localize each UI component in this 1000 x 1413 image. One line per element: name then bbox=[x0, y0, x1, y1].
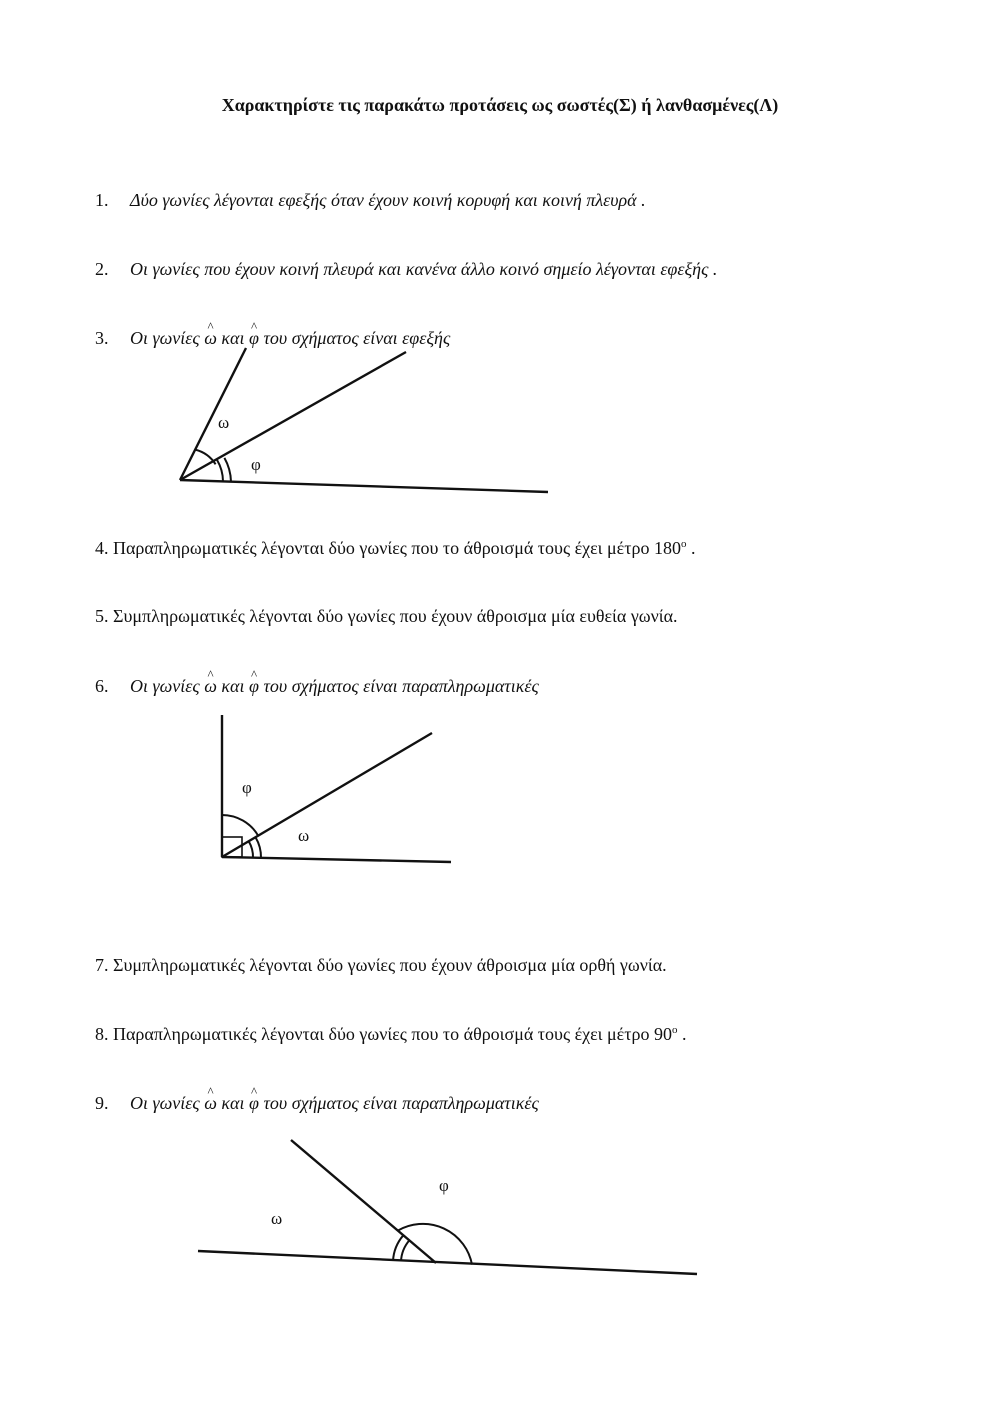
arc-omega-inner bbox=[401, 1240, 409, 1261]
figure-3-adjacent-angles bbox=[150, 340, 570, 510]
label-omega: ω bbox=[218, 413, 230, 432]
angle-phi-symbol: ^ φ bbox=[249, 328, 259, 349]
statement-number: 2. bbox=[95, 259, 109, 279]
arc-omega-inner bbox=[249, 841, 253, 858]
statement-text-mid: και bbox=[221, 328, 245, 348]
statement-text-mid: και bbox=[221, 676, 245, 696]
statement-number: 6. bbox=[95, 676, 109, 696]
arc-phi-outer bbox=[224, 458, 231, 482]
statement-text: 4. Παραπληρωματικές λέγονται δύο γωνίες που το άθροισμά τους έχει μέτρο 180 bbox=[95, 538, 681, 558]
angle-omega-symbol: ^ ω bbox=[204, 1093, 217, 1114]
statement-text-post: του σχήματος είναι παραπληρωματικές bbox=[263, 1093, 539, 1113]
statement-text-mid: και bbox=[221, 1093, 245, 1113]
statement-text-pre: Οι γωνίες bbox=[130, 676, 200, 696]
statement-number: 9. bbox=[95, 1093, 109, 1113]
ray-oblique bbox=[291, 1140, 436, 1263]
statement-text-post: του σχήματος είναι εφεξής bbox=[263, 328, 451, 348]
statement-text-pre: Οι γωνίες bbox=[130, 1093, 200, 1113]
label-omega: ω bbox=[271, 1209, 283, 1228]
label-phi: φ bbox=[242, 778, 252, 797]
statement-text: 5. Συμπληρωματικές λέγονται δύο γωνίες που έχουν άθροισμα μία ευθεία γωνία. bbox=[95, 606, 678, 626]
statement-6 bbox=[95, 676, 539, 697]
statement-5 bbox=[95, 606, 678, 627]
figure-9-supplementary-angles bbox=[180, 1125, 720, 1295]
statement-text: 8. Παραπληρωματικές λέγονται δύο γωνίες που το άθροισμά τους έχει μέτρο 90 bbox=[95, 1024, 672, 1044]
statement-text-pre: Οι γωνίες bbox=[130, 328, 200, 348]
angle-phi-symbol: ^ φ bbox=[249, 676, 259, 697]
ray-middle bbox=[222, 733, 432, 857]
statement-end: . bbox=[686, 538, 696, 558]
statement-text: Οι γωνίες που έχουν κοινή πλευρά και κανένα άλλο κοινό σημείο λέγονται εφεξής . bbox=[130, 259, 718, 279]
statement-number: 3. bbox=[95, 328, 109, 348]
statement-text: 7. Συμπληρωματικές λέγονται δύο γωνίες που έχουν άθροισμα μία ορθή γωνία. bbox=[95, 955, 667, 975]
degree-sign: ο bbox=[680, 538, 687, 550]
figure-6-complementary-angles bbox=[190, 705, 470, 875]
degree-sign: ο bbox=[671, 1024, 678, 1036]
ray-base bbox=[180, 480, 548, 492]
angle-phi-symbol: ^ φ bbox=[249, 1093, 259, 1114]
page-title: Χαρακτηρίστε τις παρακάτω προτάσεις ως σωστές(Σ) ή λανθασμένες(Λ) bbox=[221, 95, 779, 115]
label-phi: φ bbox=[439, 1176, 449, 1195]
straight-line bbox=[198, 1251, 697, 1274]
statement-2 bbox=[95, 259, 717, 280]
statement-number: 1. bbox=[95, 190, 109, 210]
statement-text-post: του σχήματος είναι παραπληρωματικές bbox=[263, 676, 539, 696]
arc-omega-outer bbox=[256, 837, 262, 858]
arc-phi bbox=[398, 1224, 472, 1265]
statement-8 bbox=[95, 1024, 686, 1045]
angle-omega-symbol: ^ ω bbox=[204, 328, 217, 349]
arc-phi-inner bbox=[217, 460, 223, 482]
label-phi: φ bbox=[251, 455, 261, 474]
arc-phi bbox=[222, 815, 258, 836]
statement-text: Δύο γωνίες λέγονται εφεξής όταν έχουν κοινή κορυφή και κοινή πλευρά . bbox=[130, 190, 646, 210]
label-omega: ω bbox=[298, 826, 310, 845]
statement-9 bbox=[95, 1093, 539, 1114]
statement-1 bbox=[95, 190, 646, 211]
ray-base bbox=[222, 857, 451, 862]
angle-omega-symbol: ^ ω bbox=[204, 676, 217, 697]
statement-end: . bbox=[677, 1024, 687, 1044]
statement-7 bbox=[95, 955, 667, 976]
statement-4 bbox=[95, 538, 695, 559]
